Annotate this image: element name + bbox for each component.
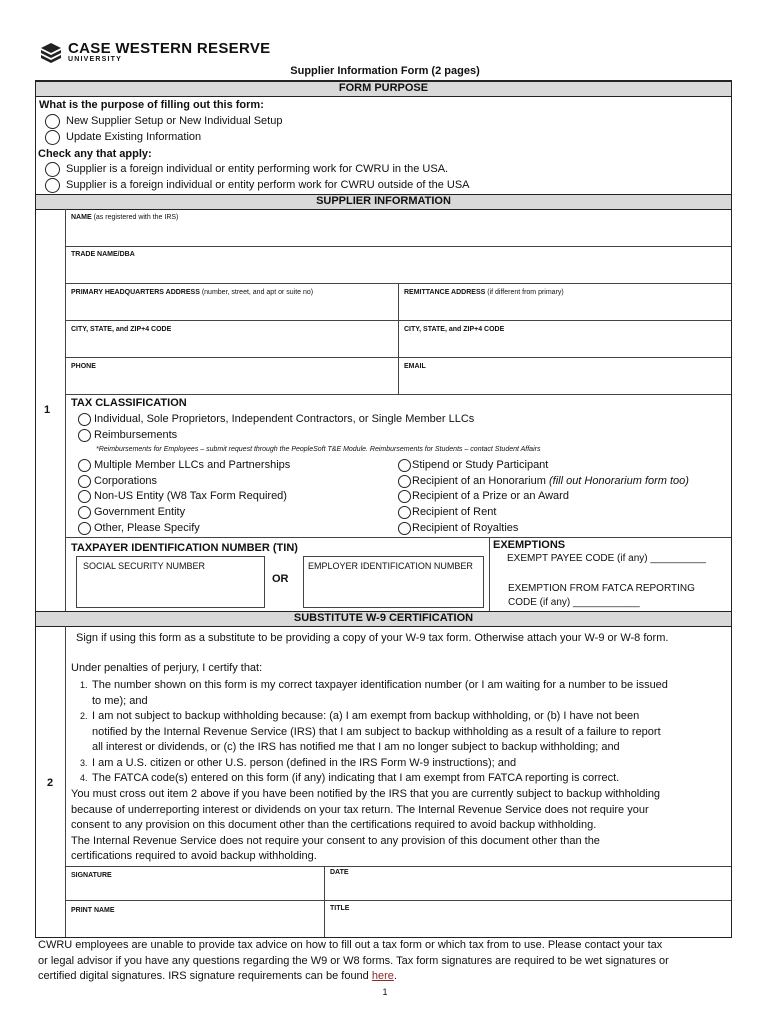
university-seal-icon [40,42,62,64]
check-apply-label: Check any that apply: [38,148,152,160]
exemptions-title: EXEMPTIONS [493,539,566,551]
tax-stipend-radio[interactable] [398,459,411,472]
supplier-information-band: SUPPLIER INFORMATION [36,194,731,210]
ein-field[interactable] [303,556,484,608]
penalty-statement: Under penalties of perjury, I certify that: [71,662,263,674]
city-state-zip-right-field[interactable] [399,336,730,357]
name-field[interactable] [66,224,731,246]
university-logo [40,40,280,66]
fatca-code-field[interactable]: CODE (if any) ____________ [508,597,640,608]
city-state-zip-left-field[interactable] [66,336,397,357]
form-title: Supplier Information Form (2 pages) [290,65,480,77]
tax-reimbursements-radio[interactable] [78,429,91,442]
purpose-option-update-radio[interactable] [45,130,60,145]
purpose-option-update-label: Update Existing Information [66,131,202,143]
tax-other-label: Other, Please Specify [94,522,200,534]
trade-name-field[interactable] [66,261,731,283]
exempt-payee-code[interactable]: EXEMPT PAYEE CODE (if any) __________ [507,553,706,564]
remittance-address-label: REMITTANCE ADDRESS (if different from primary) [404,289,564,296]
foreign-outside-usa-checkbox[interactable] [45,178,60,193]
tax-prize-radio[interactable] [398,490,411,503]
university-subtitle: UNIVERSITY [68,56,123,63]
form-purpose-band: FORM PURPOSE [36,81,731,97]
w9-certification-band: SUBSTITUTE W-9 CERTIFICATION [36,611,731,627]
tax-other-radio[interactable] [78,522,91,535]
tax-corporations-label: Corporations [94,475,157,487]
tax-multi-member-label: Multiple Member LLCs and Partnerships [94,459,291,471]
trade-name-label: TRADE NAME/DBA [71,251,135,258]
name-field-label: NAME (as registered with the IRS) [71,214,179,221]
date-field[interactable] [325,879,730,899]
signature-label: SIGNATURE [71,872,112,879]
cert-item-4: 4. The FATCA code(s) entered on this form (if any) indicating that I am exempt from FATCA reporting is correct. [80,772,620,784]
tax-prize-label: Recipient of a Prize or an Award [412,490,569,502]
signature-field[interactable] [66,882,323,899]
tax-government-radio[interactable] [78,506,91,519]
ssn-field[interactable] [76,556,265,608]
phone-field[interactable] [66,373,397,394]
tax-honorarium-label: Recipient of an Honorarium (fill out Honorarium form too) [412,475,689,487]
purpose-option-new-label: New Supplier Setup or New Individual Setup [66,115,283,127]
tax-reimbursements-label: Reimbursements [94,429,178,441]
tax-classification-title: TAX CLASSIFICATION [71,397,187,409]
date-label: DATE [330,869,349,876]
section-number-1: 1 [44,404,51,416]
section-number-2: 2 [47,777,54,789]
tax-multi-member-radio[interactable] [78,459,91,472]
tax-honorarium-radio[interactable] [398,475,411,488]
fatca-line-1: EXEMPTION FROM FATCA REPORTING [508,583,695,594]
w9-intro: Sign if using this form as a substitute to be providing a copy of your W-9 tax form. Otherwise attach your W-9 or W-8 form. [76,632,669,644]
tax-non-us-radio[interactable] [78,490,91,503]
university-name: CASE WESTERN RESERVE [68,40,271,57]
print-name-label: PRINT NAME [71,907,115,914]
hq-address-label: PRIMARY HEADQUARTERS ADDRESS (number, street, and apt or suite no) [71,289,314,296]
phone-label: PHONE [71,363,96,370]
tax-stipend-label: Stipend or Study Participant [412,459,549,471]
purpose-question: What is the purpose of filling out this form: [39,99,264,111]
footer-note: CWRU employees are unable to provide tax advice on how to fill out a tax form or which tax from to use. Please contact your tax or legal advisor if you have any questions regarding the W9 or W8 forms. Tax form signatures are required to be wet signatures or certified digital signatures. IRS signature requirements can be found here. [38,939,669,982]
tax-royalties-radio[interactable] [398,522,411,535]
hq-address-field[interactable] [66,299,397,320]
foreign-outside-usa-label: Supplier is a foreign individual or entity perform work for CWRU outside of the USA [66,179,470,191]
print-name-field[interactable] [66,917,323,936]
tax-individual-label: Individual, Sole Proprietors, Independent Contractors, or Single Member LLCs [94,413,475,425]
city-state-zip-right-label: CITY, STATE, and ZIP+4 CODE [404,326,505,333]
title-field[interactable] [325,915,730,936]
remittance-address-field[interactable] [399,299,730,320]
backup-withholding-paragraph: You must cross out item 2 above if you have been notified by the IRS that you are currently subject to backup withholding because of underreporting interest or dividends on your tax return. The Internal Revenue Service does not require your consent to any provision on this document other than the certifications required to avoid backup withholding. The Internal Revenue Service does not require your consent to any provision of this document other than the certifications required to avoid backup withholding. [71,788,661,862]
tax-rent-radio[interactable] [398,506,411,519]
cert-item-1: 1. The number shown on this form is my correct taxpayer identification number (or I am waiting for a number to be issued to me); and [80,679,668,707]
cert-item-2: 2. I am not subject to backup withholding because: (a) I am exempt from backup withholding, or (b) I have not been notified by the Internal Revenue Service (IRS) that I am subject to backup withholding as a result of a failure to report all interest or dividends, or (c) the IRS has notified me that I am no longer subject to backup withholding; and [80,710,661,753]
or-label: OR [272,573,289,585]
ein-label: EMPLOYER IDENTIFICATION NUMBER [308,561,473,571]
foreign-in-usa-checkbox[interactable] [45,162,60,177]
certification-items [80,678,730,787]
ssn-label: SOCIAL SECURITY NUMBER [83,561,206,571]
email-label: EMAIL [404,363,426,370]
email-field[interactable] [399,373,730,394]
city-state-zip-left-label: CITY, STATE, and ZIP+4 CODE [71,326,172,333]
tax-corporations-radio[interactable] [78,475,91,488]
tax-non-us-label: Non-US Entity (W8 Tax Form Required) [94,490,287,502]
title-label: TITLE [330,905,350,912]
tax-individual-radio[interactable] [78,413,91,426]
irs-requirements-link[interactable]: here [371,970,394,982]
tin-title: TAXPAYER IDENTIFICATION NUMBER (TIN) [71,542,298,554]
tax-government-label: Government Entity [94,506,186,518]
page-number: 1 [382,987,388,997]
cert-item-3: 3. I am a U.S. citizen or other U.S. person (defined in the IRS Form W-9 instructions); and [80,756,517,769]
purpose-option-new-radio[interactable] [45,114,60,129]
tax-rent-label: Recipient of Rent [412,506,497,518]
honorarium-note: (fill out Honorarium form too) [548,475,689,487]
foreign-in-usa-label: Supplier is a foreign individual or entity performing work for CWRU in the USA. [66,163,449,175]
reimbursements-note: *Reimbursements for Employees – submit request through the PeopleSoft T&E Module. Reimbursements for Students – contact Student Affairs [96,446,541,453]
tax-royalties-label: Recipient of Royalties [412,522,519,534]
